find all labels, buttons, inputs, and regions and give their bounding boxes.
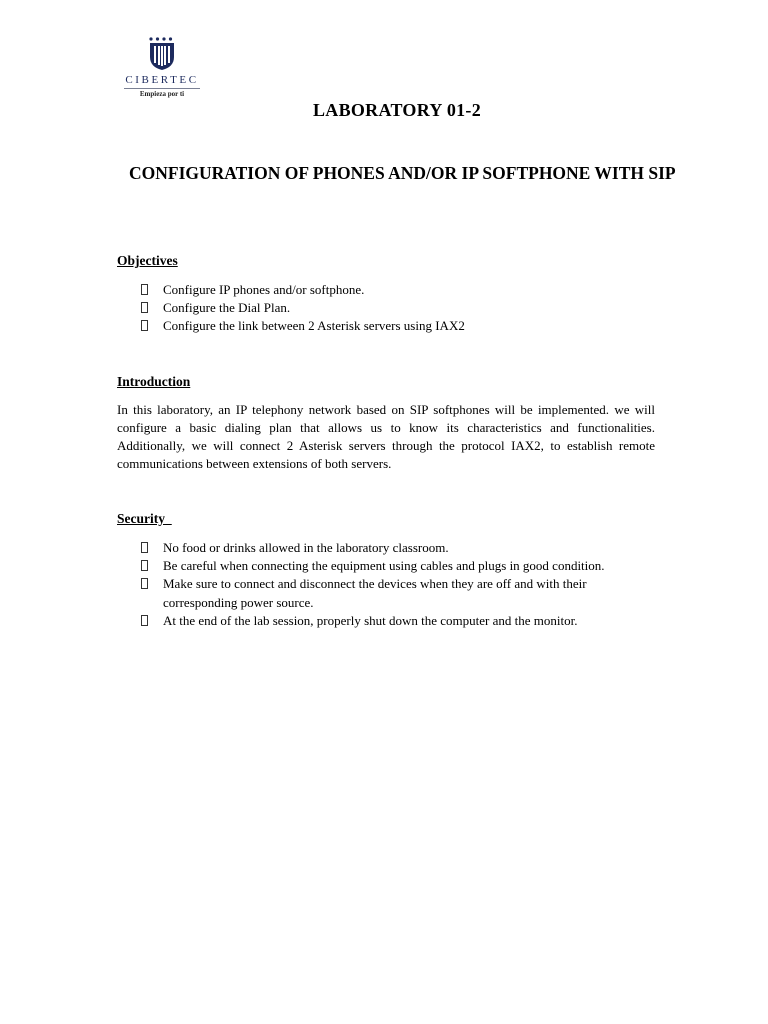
bullet-icon: [141, 320, 148, 331]
list-item: [140, 299, 640, 317]
logo-divider: [124, 88, 200, 89]
list-item-text: Be careful when connecting the equipment using cables and plugs in good condition.: [163, 558, 605, 574]
list-item-text: No food or drinks allowed in the laboratory classroom.: [163, 540, 449, 555]
list-item: [140, 317, 640, 335]
list-item: [140, 612, 608, 630]
list-item: [140, 539, 640, 557]
list-item-text: At the end of the lab session, properly shut down the computer and the monitor.: [163, 612, 578, 628]
introduction-heading: Introduction: [117, 374, 191, 389]
bullet-icon: [141, 578, 148, 589]
bullet-icon: [141, 284, 148, 295]
objectives-heading: Objectives: [117, 253, 178, 268]
bullet-icon: [141, 542, 148, 553]
list-item-text: Configure the link between 2 Asterisk servers using IAX2: [163, 318, 465, 334]
objectives-list: [140, 281, 640, 336]
security-heading: Security: [117, 511, 172, 526]
bullet-icon: [141, 302, 148, 313]
cibertec-logo: [122, 37, 202, 101]
page-subtitle: CONFIGURATION OF PHONES AND/OR IP SOFTPHONE WITH SIP: [129, 163, 676, 183]
list-item: [140, 281, 640, 299]
list-item-text: Configure the Dial Plan.: [163, 300, 291, 316]
list-item: [140, 557, 640, 575]
logo-slogan: Empieza por ti: [139, 90, 185, 98]
list-item: [140, 575, 620, 611]
page-title: LABORATORY 01-2: [312, 100, 482, 120]
bullet-icon: [141, 615, 148, 626]
logo-wordmark: CIBERTEC: [125, 74, 199, 86]
bullet-icon: [141, 560, 148, 571]
shield-icon: [147, 37, 177, 71]
list-item-text: Configure IP phones and/or softphone.: [163, 282, 365, 297]
security-list: [140, 539, 640, 630]
list-item-text: Make sure to connect and disconnect the devices when they are off and with their corresponding power source.: [163, 576, 587, 610]
introduction-paragraph: In this laboratory, an IP telephony network based on SIP softphones will be implemented. we will configure a basic dialing plan that allows us to know its characteristics and functionalities. Additionally, we will connect 2 Asterisk servers through the protocol IAX2, to establish remote communications between extensions of both servers.: [117, 402, 655, 471]
